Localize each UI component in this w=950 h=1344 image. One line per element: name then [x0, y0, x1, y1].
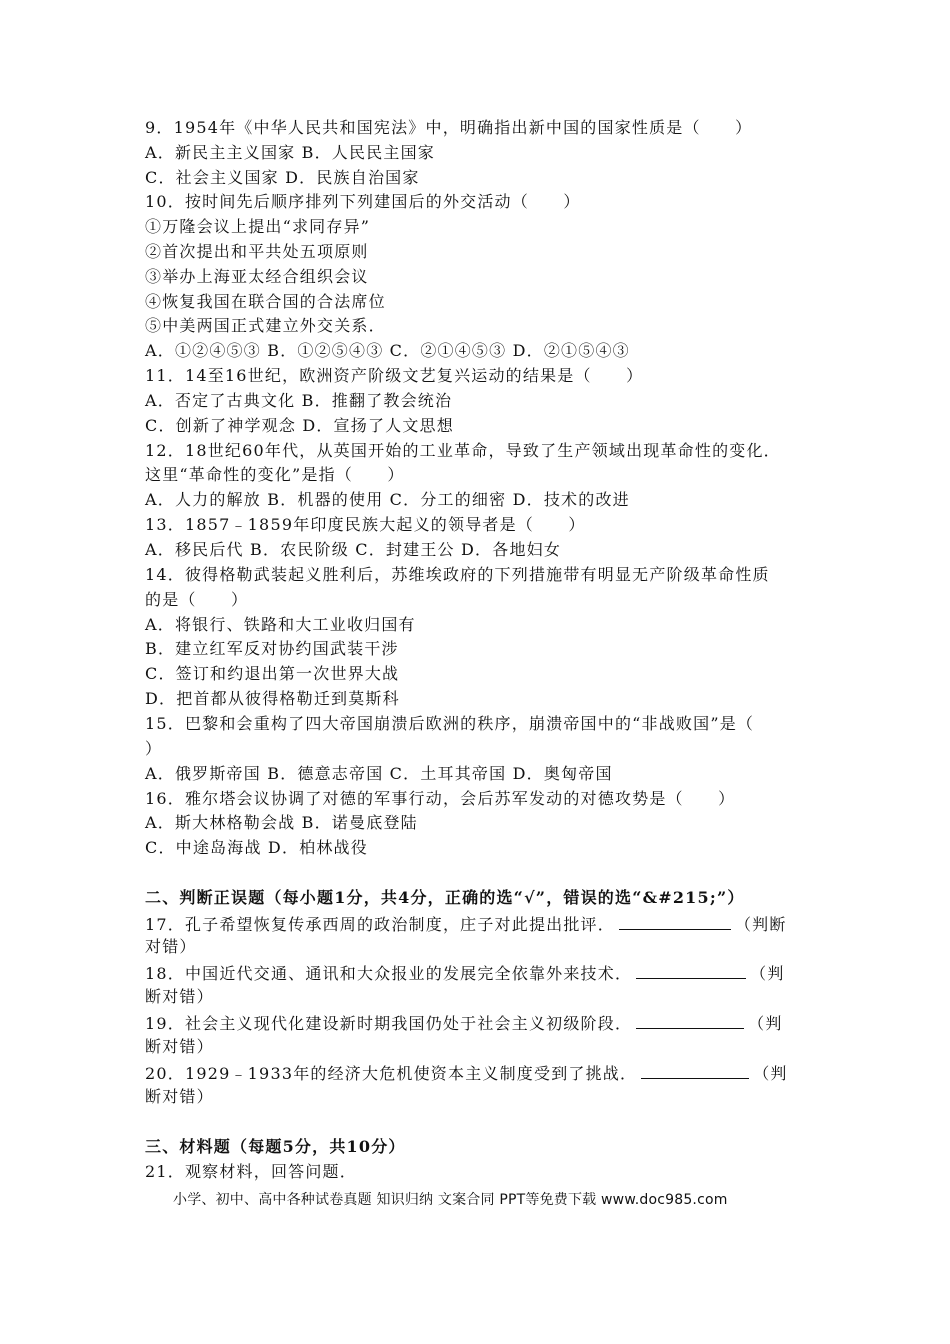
question-15-stem-line2: ） [145, 739, 163, 758]
question-21-stem: 21．观察材料，回答问题． [145, 1162, 357, 1181]
question-10-item-5: ⑤中美两国正式建立外交关系． [145, 316, 386, 335]
question-19-tail-line2: 断对错） [145, 1037, 214, 1056]
question-10-item-1: ①万隆会议上提出“求同存异” [145, 217, 371, 236]
question-12-options: A．人力的解放 B．机器的使用 C．分工的细密 D．技术的改进 [145, 490, 630, 509]
question-15-stem-line1: 15．巴黎和会重构了四大帝国崩溃后欧洲的秩序，崩溃帝国中的“非战败国”是（ [145, 714, 755, 733]
footer-banner: 小学、初中、高中各种试卷真题 知识归纳 文案合同 PPT等免费下载 www.doc985.com [173, 1192, 728, 1208]
answer-blank[interactable] [619, 911, 731, 930]
question-14-stem-line2: 的是（ ） [145, 590, 249, 609]
question-14-option-d: D．把首都从彼得格勒迁到莫斯科 [145, 689, 400, 708]
question-10-stem: 10．按时间先后顺序排列下列建国后的外交活动（ ） [145, 192, 581, 211]
question-14-option-b: B．建立红军反对协约国武装干涉 [145, 639, 399, 658]
question-20-stem: 20．1929﹣1933年的经济大危机使资本主义制度受到了挑战． [145, 1064, 638, 1083]
question-14-option-a: A．将银行、铁路和大工业收归国有 [145, 615, 416, 634]
question-18 [145, 960, 815, 984]
question-16-options-cd: C．中途岛海战 D．柏林战役 [145, 838, 368, 857]
question-14-stem-line1: 14．彼得格勒武装起义胜利后，苏维埃政府的下列措施带有明显无产阶级革命性质 [145, 565, 770, 584]
question-9-stem: 9．1954年《中华人民共和国宪法》中，明确指出新中国的国家性质是（ ） [145, 118, 753, 137]
question-20-tail-line2: 断对错） [145, 1087, 214, 1106]
question-12-stem-line1: 12．18世纪60年代，从英国开始的工业革命，导致了生产领域出现革命性的变化． [145, 441, 781, 460]
question-18-tail-line2: 断对错） [145, 987, 214, 1006]
question-17 [145, 911, 815, 935]
question-16-stem: 16．雅尔塔会议协调了对德的军事行动，会后苏军发动的对德攻势是（ ） [145, 789, 736, 808]
answer-blank[interactable] [636, 960, 746, 979]
question-10-item-3: ③举办上海亚太经合组织会议 [145, 267, 369, 286]
question-10-item-2: ②首次提出和平共处五项原则 [145, 242, 369, 261]
question-17-stem: 17．孔子希望恢复传承西周的政治制度，庄子对此提出批评． [145, 915, 615, 934]
question-20 [145, 1060, 815, 1084]
question-17-tail: （判断 [734, 915, 787, 934]
question-13-stem: 13．1857﹣1859年印度民族大起义的领导者是（ ） [145, 515, 586, 534]
answer-blank[interactable] [641, 1060, 749, 1079]
question-14-option-c: C．签订和约退出第一次世界大战 [145, 664, 400, 683]
question-17-tail-line2: 对错） [145, 937, 197, 956]
question-11-options-ab: A．否定了古典文化 B．推翻了教会统治 [145, 391, 453, 410]
section-3-heading: 三、材料题（每题5分，共10分） [145, 1137, 406, 1156]
question-11-options-cd: C．创新了神学观念 D．宣扬了人文思想 [145, 416, 454, 435]
answer-blank[interactable] [636, 1010, 744, 1029]
question-13-options: A．移民后代 B．农民阶级 C．封建王公 D．各地妇女 [145, 540, 562, 559]
question-18-stem: 18．中国近代交通、通讯和大众报业的发展完全依靠外来技术． [145, 964, 633, 983]
question-11-stem: 11．14至16世纪，欧洲资产阶级文艺复兴运动的结果是（ ） [145, 366, 644, 385]
question-15-options: A．俄罗斯帝国 B．德意志帝国 C．土耳其帝国 D．奥匈帝国 [145, 764, 613, 783]
question-16-options-ab: A．斯大林格勒会战 B．诺曼底登陆 [145, 813, 418, 832]
question-9-options-cd: C．社会主义国家 D．民族自治国家 [145, 168, 420, 187]
question-19-stem: 19．社会主义现代化建设新时期我国仍处于社会主义初级阶段． [145, 1014, 633, 1033]
question-10-item-4: ④恢复我国在联合国的合法席位 [145, 292, 386, 311]
question-9-options-ab: A．新民主主义国家 B．人民民主国家 [145, 143, 435, 162]
section-2-heading: 二、判断正误题（每小题1分，共4分，正确的选“√”，错误的选“&#215;”） [145, 888, 745, 907]
question-10-options: A．①②④⑤③ B．①②⑤④③ C．②①④⑤③ D．②①⑤④③ [145, 341, 630, 360]
question-18-tail: （判 [750, 964, 785, 983]
question-19-tail: （判 [748, 1014, 783, 1033]
question-19 [145, 1010, 815, 1034]
question-12-stem-line2: 这里“革命性的变化”是指（ ） [145, 465, 405, 484]
question-20-tail: （判 [753, 1064, 788, 1083]
